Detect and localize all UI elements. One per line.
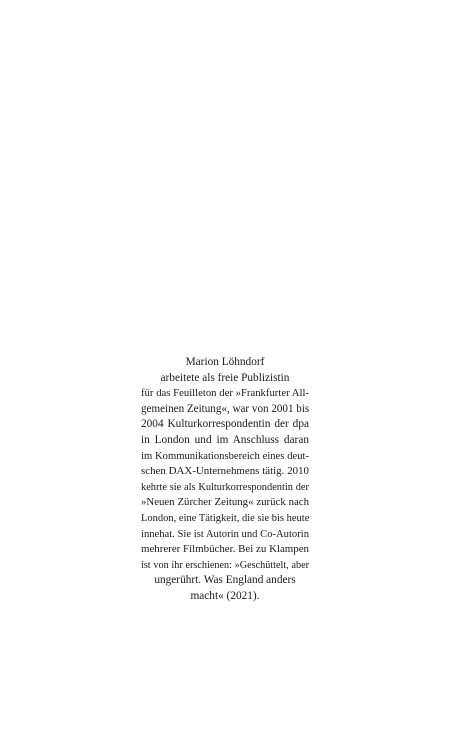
bio-line: kehrte sie als Kulturkorrespondentin der bbox=[141, 481, 309, 493]
bio-line: innehat. Sie ist Autorin und Co-Autorin bbox=[141, 528, 309, 540]
bio-line: im Kommunikationsbereich eines deut- bbox=[141, 450, 309, 462]
bio-line: 2004 Kulturkorrespondentin der dpa bbox=[141, 418, 309, 431]
bio-line: Marion Löhndorf bbox=[185, 356, 265, 368]
bio-line: in London und im Anschluss daran bbox=[141, 433, 309, 446]
bio-line: arbeitete als freie Publizistin bbox=[160, 371, 290, 384]
bio-line: für das Feuilleton der »Frankfurter All- bbox=[141, 387, 309, 400]
author-bio bbox=[141, 355, 309, 605]
bio-line: London, eine Tätigkeit, die sie bis heute bbox=[141, 512, 310, 524]
bio-line: ist von ihr erschienen: »Geschüttelt, aber bbox=[141, 559, 309, 571]
bio-line: macht« (2021). bbox=[190, 589, 260, 602]
bio-line: gemeinen Zeitung«, war von 2001 bis bbox=[141, 402, 310, 415]
bio-line: »Neuen Zürcher Zeitung« zurück nach bbox=[141, 496, 309, 509]
bio-line: schen DAX-Unternehmens tätig. 2010 bbox=[141, 465, 309, 478]
bio-line: mehrerer Filmbücher. Bei zu Klampen bbox=[141, 543, 309, 556]
bio-line: ungerührt. Was England anders bbox=[154, 574, 296, 587]
